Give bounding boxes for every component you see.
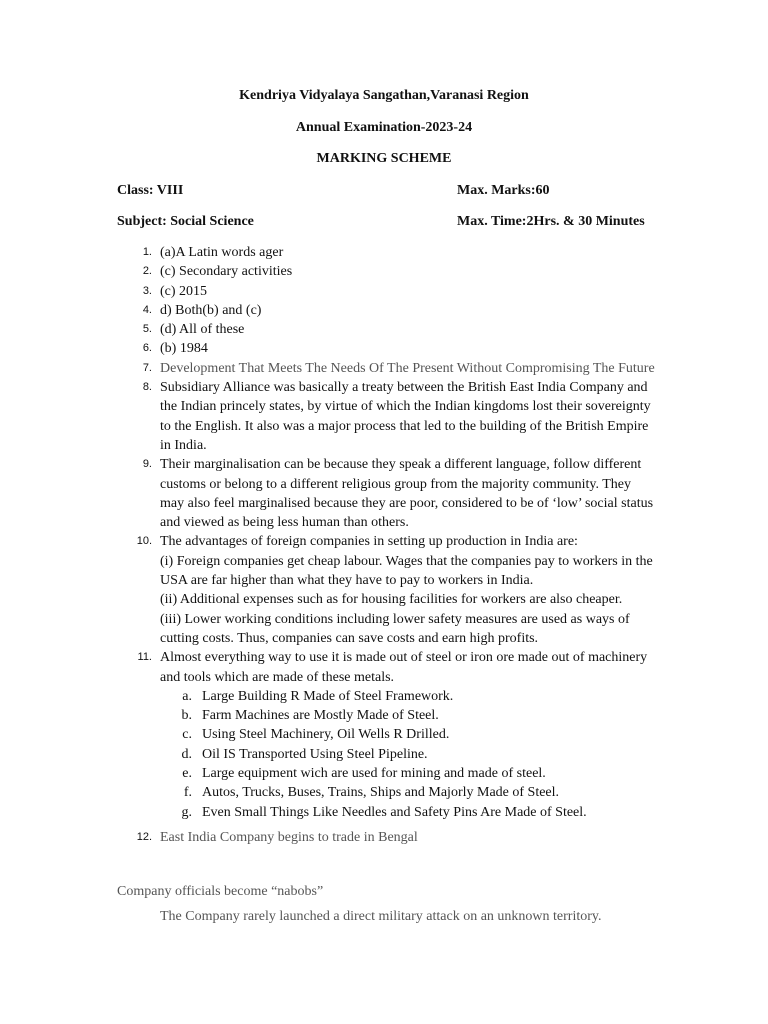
answer-number: 1. — [142, 246, 152, 258]
answer-number: 7. — [142, 361, 152, 374]
sub-letter: a. — [182, 688, 192, 704]
answer-text: Development That Meets The Needs Of The Present Without Compromising The Future — [160, 360, 655, 376]
max-time-label: Max. Time:2Hrs. & 30 Minutes — [457, 214, 645, 229]
answer-point: (iii) Lower working conditions including lower safety measures are used as ways of cutting costs. Thus, companies can save costs and earn high profits. — [160, 611, 630, 646]
answer-number: 10. — [136, 535, 152, 548]
sub-letter: c. — [182, 727, 192, 743]
answer-item — [117, 301, 657, 320]
sub-item — [160, 803, 657, 822]
sub-item — [160, 783, 657, 802]
sub-item — [160, 745, 657, 764]
sub-letter: d. — [181, 746, 192, 762]
sub-item — [160, 687, 657, 706]
answer-text: Subsidiary Alliance was basically a treaty between the British East India Company and the Indian princely states, by virtue of which the Indian kingdoms lost their sovereignty to the English. It also was a major process that led to the building of the British Empire in India. — [160, 380, 651, 453]
sub-letter: g. — [181, 804, 192, 820]
answer-item — [117, 282, 657, 301]
sub-text: Using Steel Machinery, Oil Wells R Drilled. — [202, 727, 450, 743]
answer-text: Their marginalisation can be because they speak a different language, follow different customs or belong to a different religious group from the majority community. They may also feel marginalised because they are poor, considered to be of ‘low’ social status and viewed as being less human than others. — [160, 457, 654, 531]
answer-number: 4. — [142, 303, 152, 316]
organisation-title: Kendriya Vidyalaya Sangathan,Varanasi Region — [239, 88, 529, 103]
answer-item — [117, 339, 657, 358]
answer-number: 12. — [136, 830, 152, 843]
sub-letter: e. — [182, 766, 192, 782]
max-marks-label: Max. Marks:60 — [457, 183, 550, 198]
answer-item — [117, 648, 657, 822]
answer-item — [117, 243, 657, 262]
sub-text: Farm Machines are Mostly Made of Steel. — [202, 708, 439, 724]
scheme-title: MARKING SCHEME — [316, 151, 452, 166]
trailing-line-nabobs: Company officials become “nabobs” — [117, 884, 324, 899]
sub-text: Autos, Trucks, Buses, Trains, Ships and Majorly Made of Steel. — [202, 785, 560, 801]
sub-letter: b. — [181, 708, 192, 724]
answer-item — [117, 532, 657, 648]
answer-number: 11. — [137, 651, 152, 664]
sub-text: Oil IS Transported Using Steel Pipeline. — [202, 746, 428, 762]
sub-text: Large equipment wich are used for mining and made of steel. — [202, 766, 546, 782]
sub-item — [160, 764, 657, 783]
answer-number: 6. — [142, 342, 152, 355]
trailing-line-military: The Company rarely launched a direct military attack on an unknown territory. — [160, 909, 602, 924]
exam-title: Annual Examination-2023-24 — [295, 120, 473, 135]
answer-text: (d) All of these — [160, 322, 245, 338]
sub-item — [160, 725, 657, 744]
answer-intro: Almost everything way to use it is made out of steel or iron ore made out of machinery and tools which are made of these metals. — [160, 650, 648, 685]
answer-intro: The advantages of foreign companies in setting up production in India are: — [160, 534, 578, 550]
answer-number: 5. — [142, 323, 152, 336]
answer-item — [117, 828, 657, 847]
steel-uses-list — [160, 687, 657, 822]
answer-text: (a)A Latin words ager — [160, 245, 284, 260]
answer-text: d) Both(b) and (c) — [160, 302, 262, 318]
answer-number: 9. — [142, 458, 152, 471]
answer-number: 2. — [142, 265, 152, 278]
sub-letter: f. — [183, 785, 192, 801]
answer-item — [117, 378, 657, 455]
subject-label: Subject: Social Science — [117, 214, 254, 229]
answer-text: (c) 2015 — [160, 283, 208, 299]
answer-number: 3. — [142, 284, 152, 297]
answer-point: (i) Foreign companies get cheap labour. Wages that the companies pay to workers in the USA are far higher than what they have to pay to workers in India. — [160, 553, 653, 589]
sub-item — [160, 706, 657, 725]
answer-text: (c) Secondary activities — [160, 264, 293, 280]
answer-point: (ii) Additional expenses such as for housing facilities for workers are also cheaper. — [160, 592, 623, 608]
sub-text: Even Small Things Like Needles and Safety Pins Are Made of Steel. — [202, 804, 587, 820]
answer-number: 8. — [142, 381, 152, 394]
answer-text: East India Company begins to trade in Bengal — [160, 829, 418, 845]
sub-text: Large Building R Made of Steel Framework. — [202, 688, 454, 704]
class-label: Class: VIII — [117, 183, 184, 198]
answer-list — [117, 243, 657, 847]
answer-item — [117, 359, 657, 378]
answer-item — [117, 320, 657, 339]
answer-text: (b) 1984 — [160, 341, 208, 357]
answer-item — [117, 262, 657, 281]
answer-item — [117, 455, 657, 532]
